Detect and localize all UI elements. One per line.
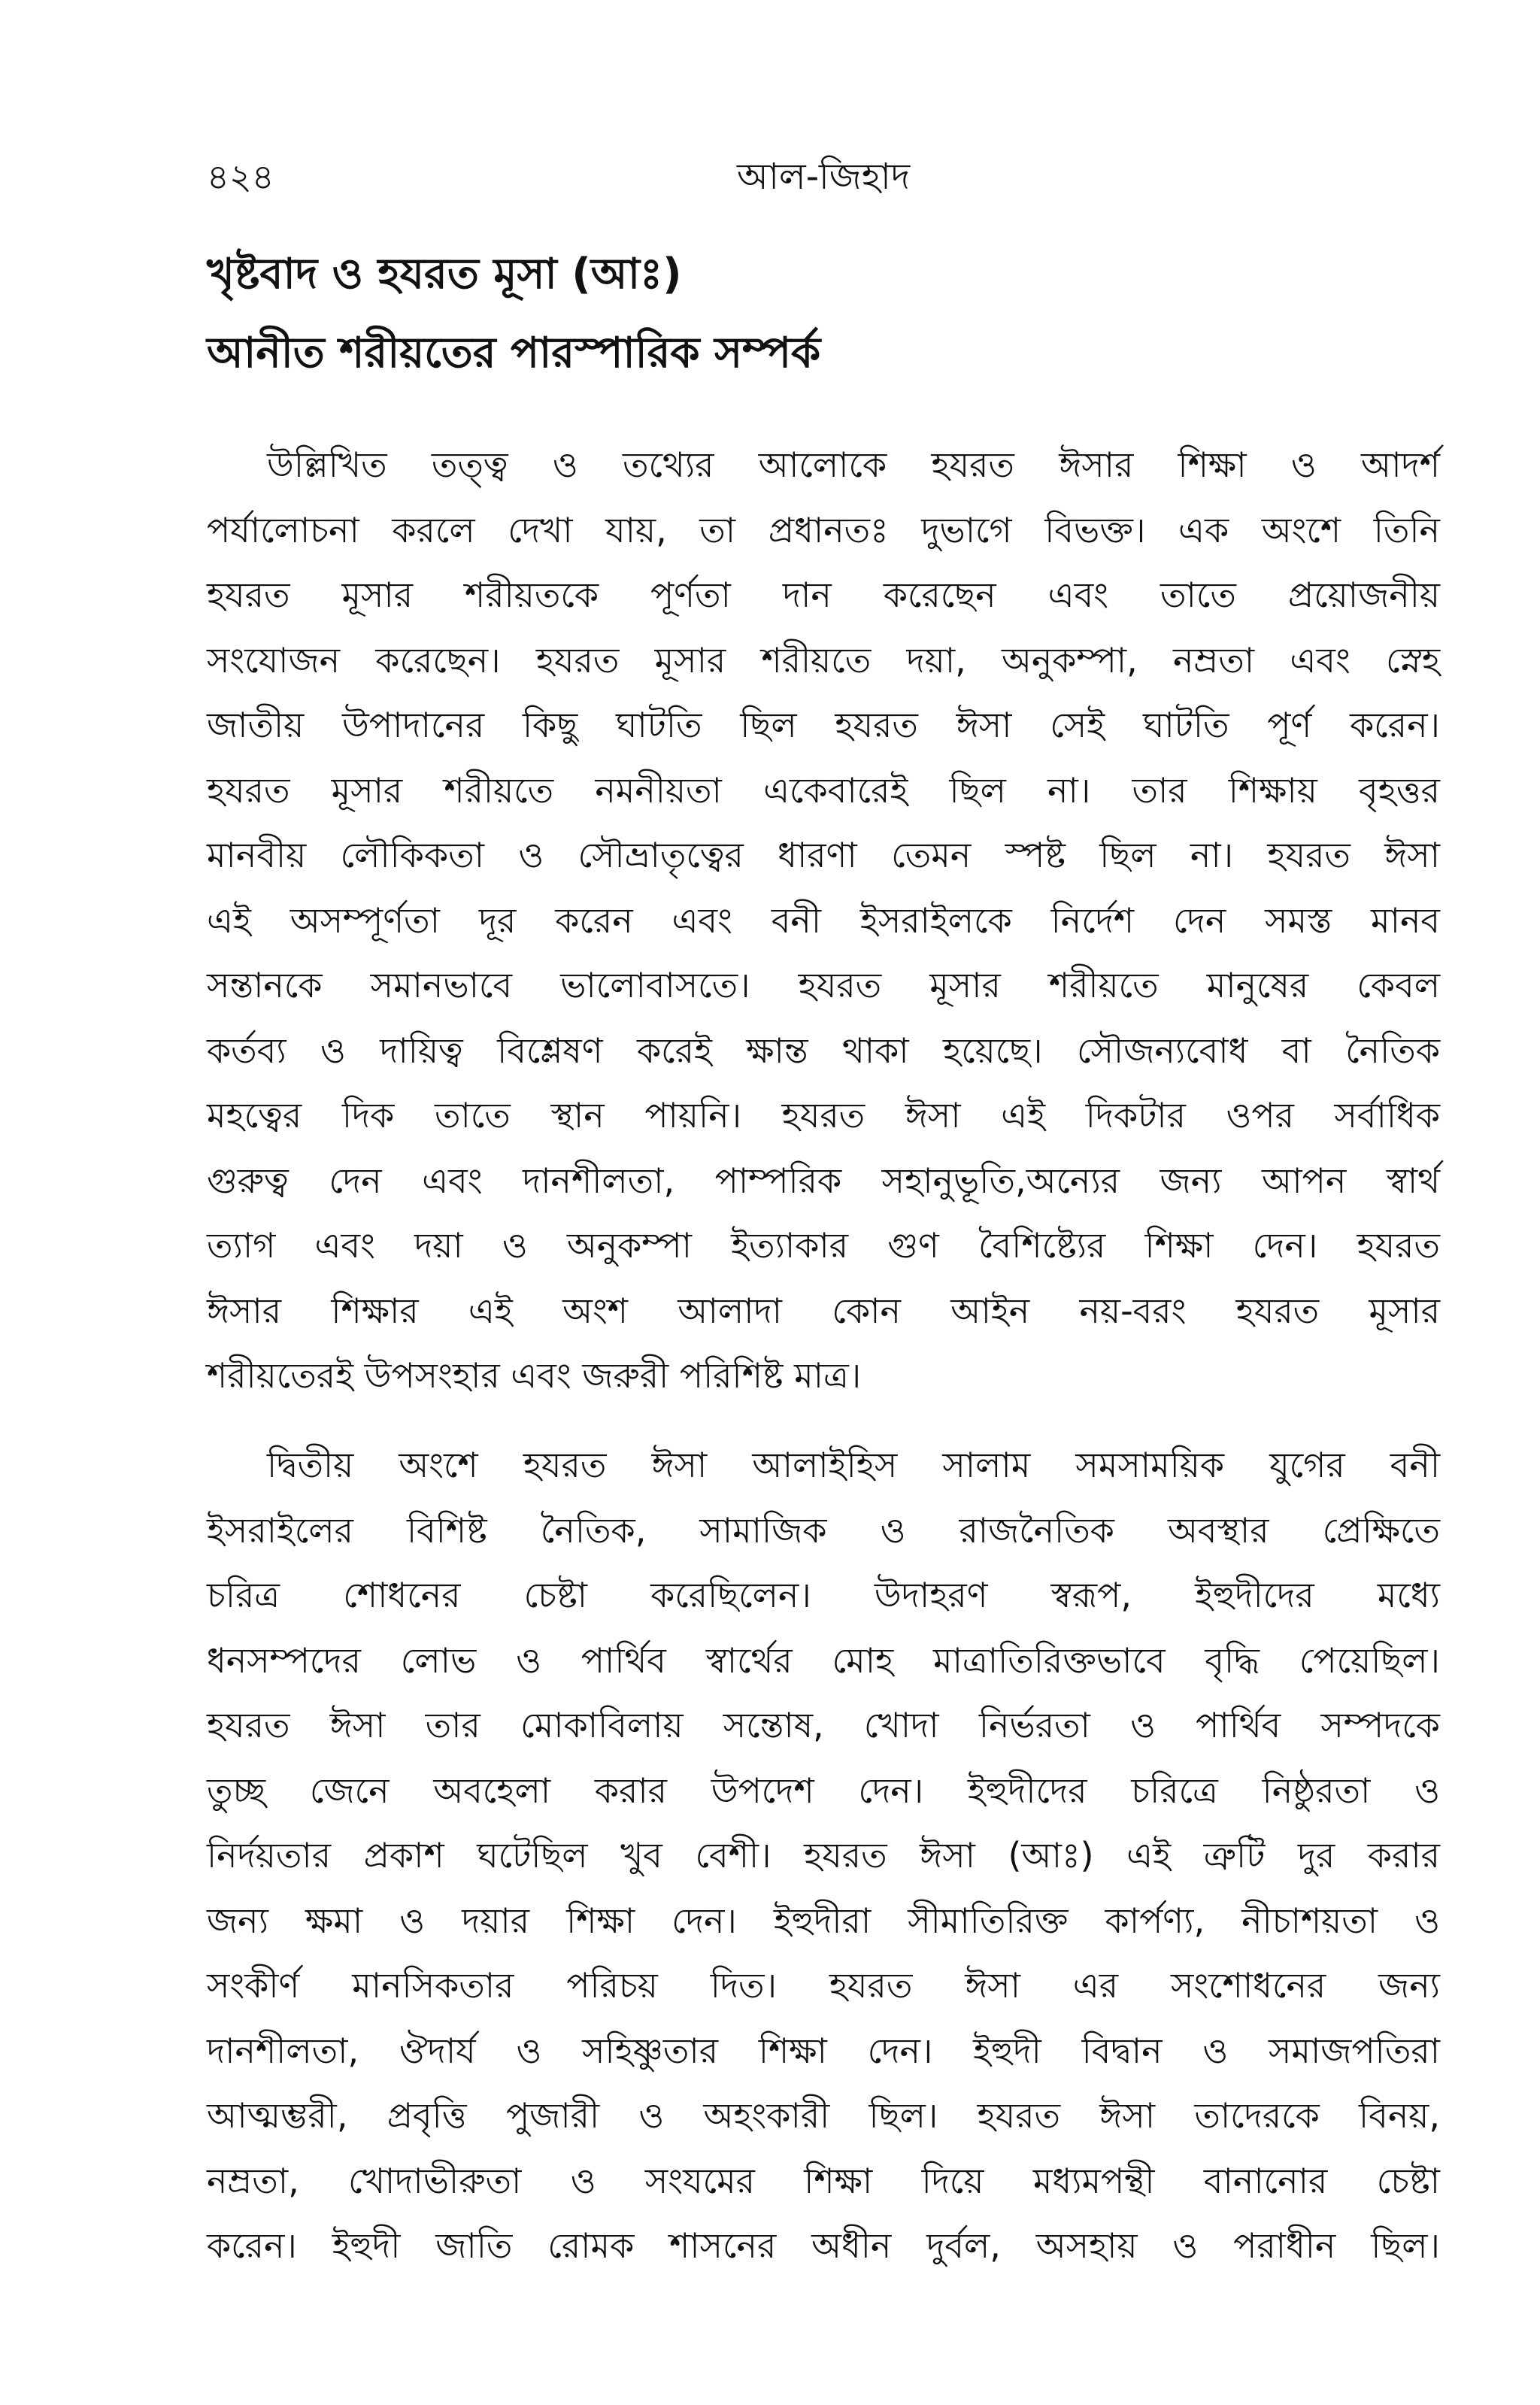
page-header bbox=[207, 147, 1440, 207]
text-line: মানবীয় লৌকিকতা ও সৌভ্রাতৃত্বের ধারণা তেমন স্পষ্ট ছিল না। হযরত ঈসা bbox=[207, 835, 1440, 875]
text-line: হযরত মূসার শরীয়তকে পূর্ণতা দান করেছেন এবং তাতে প্রয়োজনীয় bbox=[207, 575, 1440, 615]
text-line: সন্তানকে সমানভাবে ভালোবাসতে। হযরত মূসার শরীয়তে মানুষের কেবল bbox=[207, 965, 1440, 1005]
text-line: চরিত্র শোধনের চেষ্টা করেছিলেন। উদাহরণ স্বরূপ, ইহুদীদের মধ্যে bbox=[207, 1575, 1440, 1615]
text-line: শরীয়তেরই উপসংহার এবং জরুরী পরিশিষ্ট মাত্র। bbox=[207, 1355, 862, 1396]
text-line: সংকীর্ণ মানসিকতার পরিচয় দিত। হযরত ঈসা এর সংশোধনের জন্য bbox=[207, 1965, 1440, 2006]
text-line: দ্বিতীয় অংশে হযরত ঈসা আলাইহিস সালাম সমসাময়িক যুগের বনী bbox=[267, 1445, 1440, 1485]
text-line: করেন। ইহুদী জাতি রোমক শাসনের অধীন দুর্বল, অসহায় ও পরাধীন ছিল। bbox=[207, 2225, 1440, 2266]
text-line: মহত্বের দিক তাতে স্থান পায়নি। হযরত ঈসা এই দিকটার ওপর সর্বাধিক bbox=[207, 1095, 1440, 1136]
text-line: জাতীয় উপাদানের কিছু ঘাটতি ছিল হযরত ঈসা সেই ঘাটতি পূর্ণ করেন। bbox=[207, 705, 1440, 745]
text-line: জন্য ক্ষমা ও দয়ার শিক্ষা দেন। ইহুদীরা সীমাতিরিক্ত কার্পণ্য, নীচাশয়তা ও bbox=[207, 1900, 1440, 1941]
text-line: সংযোজন করেছেন। হযরত মূসার শরীয়তে দয়া, অনুকম্পা, নম্রতা এবং স্নেহ bbox=[207, 639, 1440, 681]
section-heading-line-2: আনীত শরীয়তের পারস্পারিক সম্পর্ক bbox=[207, 329, 821, 378]
running-head-title: আল-জিহাদ bbox=[736, 156, 911, 198]
paragraph-1 bbox=[207, 432, 1440, 1409]
text-line: হযরত মূসার শরীয়তে নমনীয়তা একেবারেই ছিল না। তার শিক্ষায় বৃহত্তর bbox=[207, 769, 1440, 811]
text-line: নম্রতা, খোদাভীরুতা ও সংযমের শিক্ষা দিয়ে মধ্যমপন্থী বানানোর চেষ্টা bbox=[207, 2160, 1440, 2201]
text-line: তুচ্ছ জেনে অবহেলা করার উপদেশ দেন। ইহুদীদের চরিত্রে নিষ্ঠুরতা ও bbox=[207, 1770, 1440, 1811]
text-line: ধনসম্পদের লোভ ও পার্থিব স্বার্থের মোহ মাত্রাতিরিক্তভাবে বৃদ্ধি পেয়েছিল। bbox=[207, 1639, 1440, 1681]
text-line: এই অসম্পূর্ণতা দূর করেন এবং বনী ইসরাইলকে নির্দেশ দেন সমস্ত মানব bbox=[207, 899, 1440, 941]
text-line: পর্যালোচনা করলে দেখা যায়, তা প্রধানতঃ দুভাগে বিভক্ত। এক অংশে তিনি bbox=[207, 509, 1440, 550]
text-line: ইসরাইলের বিশিষ্ট নৈতিক, সামাজিক ও রাজনৈতিক অবস্থার প্রেক্ষিতে bbox=[207, 1509, 1440, 1551]
text-line: হযরত ঈসা তার মোকাবিলায় সন্তোষ, খোদা নির্ভরতা ও পার্থিব সম্পদকে bbox=[207, 1705, 1440, 1745]
text-line: উল্লিখিত তত্ত্ব ও তথ্যের আলোকে হযরত ঈসার শিক্ষা ও আদর্শ bbox=[267, 444, 1440, 485]
page-number: ৪২৪ bbox=[207, 156, 274, 197]
section-heading-line-1: খৃষ্টবাদ ও হযরত মূসা (আঃ) bbox=[207, 250, 682, 299]
text-line: দানশীলতা, ঔদার্য ও সহিষ্ণুতার শিক্ষা দেন। ইহুদী বিদ্বান ও সমাজপতিরা bbox=[207, 2030, 1440, 2071]
text-line: আত্মম্ভরী, প্রবৃত্তি পুজারী ও অহংকারী ছিল। হযরত ঈসা তাদেরকে বিনয়, bbox=[207, 2095, 1440, 2136]
text-line: ত্যাগ এবং দয়া ও অনুকম্পা ইত্যাকার গুণ বৈশিষ্ট্যের শিক্ষা দেন। হযরত bbox=[207, 1225, 1440, 1266]
text-line: নির্দয়তার প্রকাশ ঘটেছিল খুব বেশী। হযরত ঈসা (আঃ) এই ত্রুটি দুর করার bbox=[207, 1835, 1440, 1876]
text-line: কর্তব্য ও দায়িত্ব বিশ্লেষণ করেই ক্ষান্ত থাকা হয়েছে। সৌজন্যবোধ বা নৈতিক bbox=[207, 1030, 1440, 1071]
paragraph-2 bbox=[207, 1433, 1440, 2279]
text-line: গুরুত্ব দেন এবং দানশীলতা, পাম্পরিক সহানুভূতি,অন্যের জন্য আপন স্বার্থ bbox=[207, 1160, 1440, 1201]
text-line: ঈসার শিক্ষার এই অংশ আলাদা কোন আইন নয়-বরং হযরত মূসার bbox=[207, 1290, 1440, 1331]
